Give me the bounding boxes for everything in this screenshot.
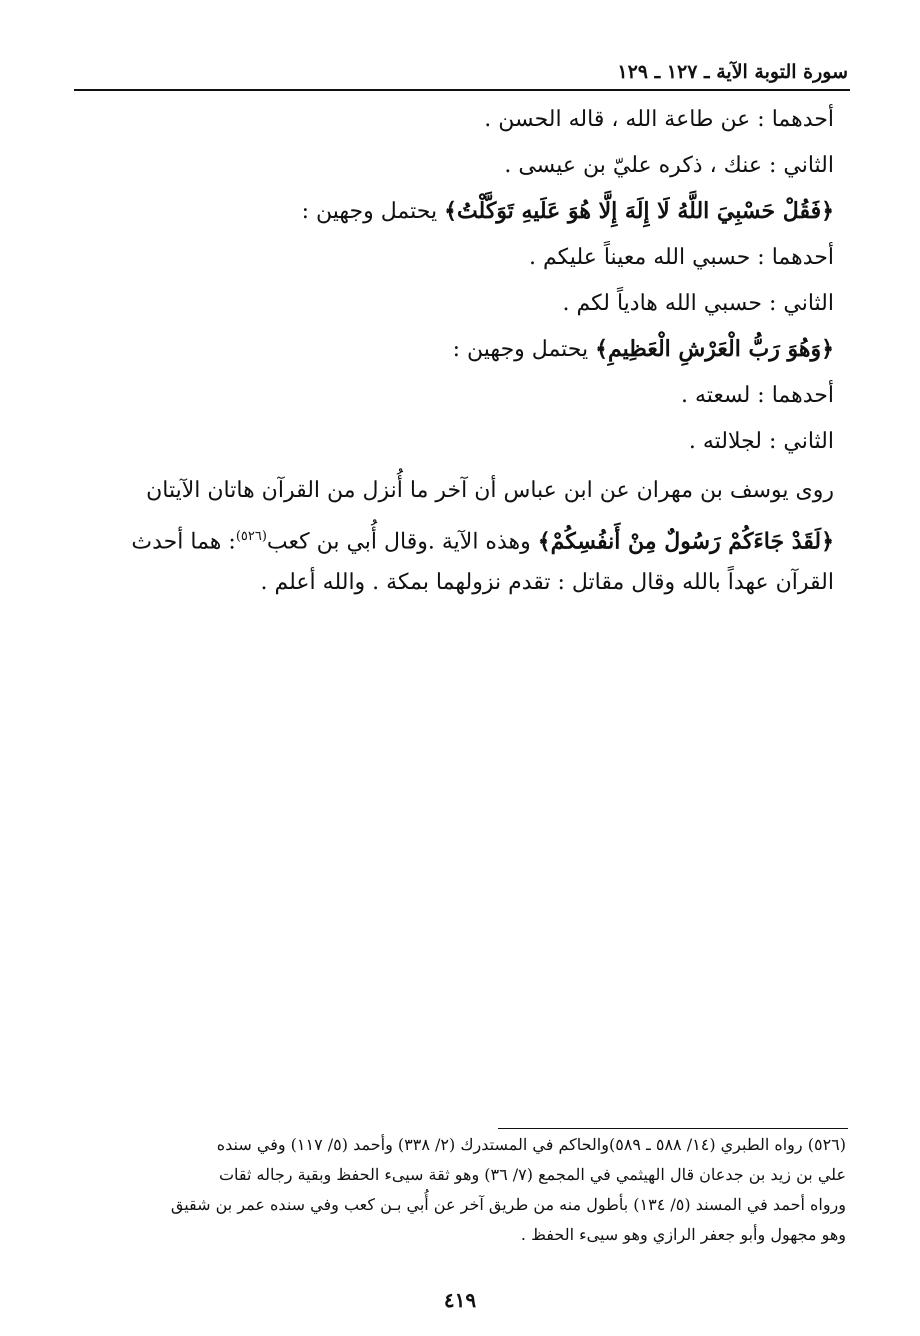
body-text: أحدهما : لسعته . bbox=[680, 383, 834, 408]
body-text: يحتمل وجهين : bbox=[301, 199, 445, 224]
body-text: أحدهما : حسبي الله معيناً عليكم . bbox=[529, 245, 834, 270]
body-line bbox=[134, 418, 834, 464]
body-text: يحتمل وجهين : bbox=[452, 337, 596, 362]
footnote-line: ورواه أحمد في المسند (٥/ ١٣٤) بأطول منه من طريق آخر عن أُبي بـن كعب وفي سنده عمر بن شقيق bbox=[170, 1195, 846, 1214]
body-line bbox=[134, 96, 834, 142]
paragraph-text: : هما أحدث bbox=[131, 529, 236, 555]
body-line bbox=[134, 326, 834, 372]
footnote-line: علي بن زيد بن جدعان قال الهيثمي في المجمع (٧/ ٣٦) وهو ثقة سيىء الحفظ وبقية رجاله ثقات bbox=[218, 1165, 846, 1184]
surah-verse-title: سورة التوبة الآية ـ ١٢٧ ـ ١٢٩ bbox=[617, 61, 848, 83]
quran-verse: ﴿وَهُوَ رَبُّ الْعَرْشِ الْعَظِيمِ﴾ bbox=[595, 336, 834, 362]
body-line bbox=[134, 234, 834, 280]
footnotes bbox=[106, 1130, 846, 1250]
narration-paragraph bbox=[92, 468, 834, 606]
body-line bbox=[134, 142, 834, 188]
page-number: ٤١٩ bbox=[443, 1288, 477, 1312]
body-text: أحدهما : عن طاعة الله ، قاله الحسن . bbox=[484, 107, 834, 132]
body-text: الثاني : لجلالته . bbox=[688, 429, 834, 454]
paragraph-line: القرآن عهداً بالله وقال مقاتل : تقدم نزولهما بمكة . والله أعلم . bbox=[260, 570, 834, 595]
running-header bbox=[72, 54, 848, 90]
paragraph-line bbox=[92, 514, 834, 560]
footnote-divider bbox=[498, 1128, 848, 1129]
paragraph-line: روى يوسف بن مهران عن ابن عباس أن آخر ما أُنزل من القرآن هاتان الآيتان bbox=[146, 478, 834, 503]
footnote-line: (٥٢٦) رواه الطبري (١٤/ ٥٨٨ ـ ٥٨٩)والحاكم في المستدرك (٢/ ٣٣٨) وأحمد (٥/ ١١٧) وفي سنده bbox=[216, 1135, 846, 1154]
body-text: الثاني : عنك ، ذكره عليّ بن عيسى . bbox=[504, 153, 834, 178]
footnote-reference: (٥٢٦) bbox=[235, 529, 267, 544]
body-line bbox=[134, 372, 834, 418]
header-divider bbox=[74, 89, 850, 91]
quran-verse: ﴿لَقَدْ جَاءَكُمْ رَسُولٌ مِنْ أَنفُسِكُمْ﴾ bbox=[537, 528, 834, 555]
commentary-body bbox=[134, 96, 834, 464]
body-line bbox=[134, 188, 834, 234]
body-text: الثاني : حسبي الله هادياً لكم . bbox=[562, 291, 834, 316]
body-line bbox=[134, 280, 834, 326]
quran-verse: ﴿فَقُلْ حَسْبِيَ اللَّهُ لَا إِلَهَ إِلَّا هُوَ عَلَيهِ تَوَكَّلْتُ﴾ bbox=[444, 198, 834, 224]
footnote-line: وهو مجهول وأبو جعفر الرازي وهو سيىء الحفظ . bbox=[520, 1225, 846, 1244]
paragraph-text: وهذه الآية .وقال أُبي بن كعب bbox=[266, 529, 538, 555]
